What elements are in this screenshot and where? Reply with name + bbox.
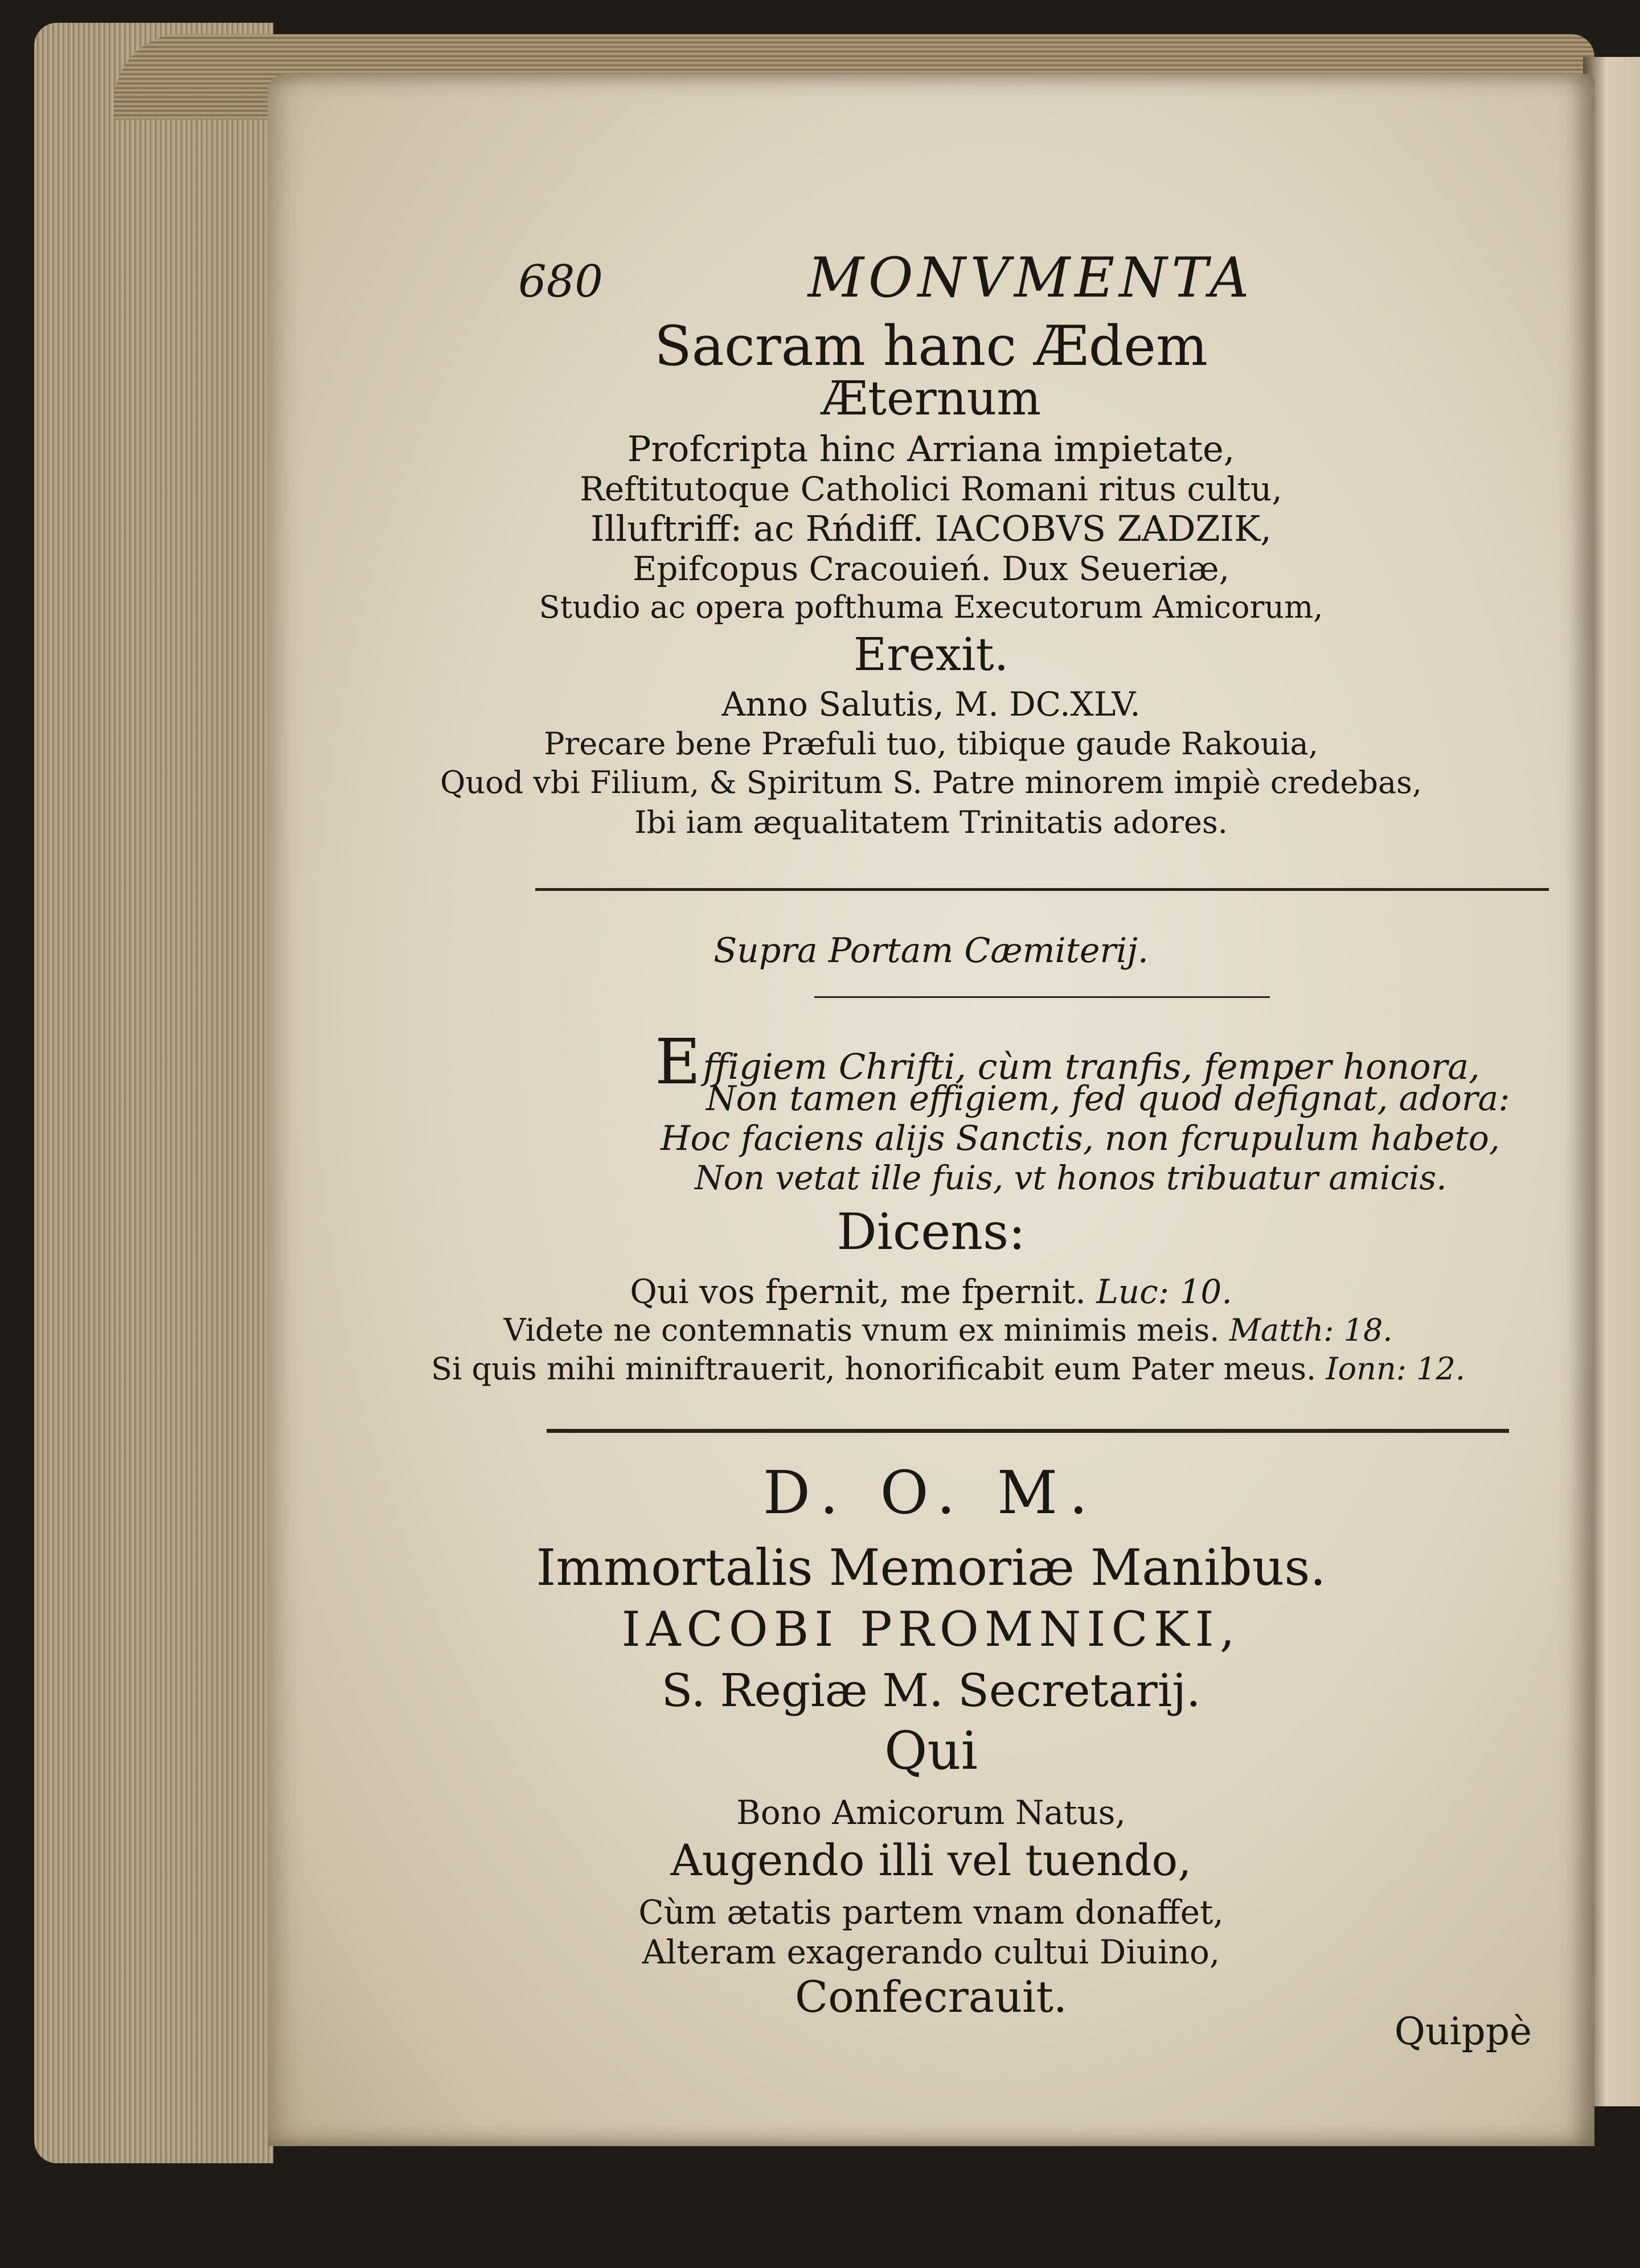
running-title: MONVMENTA xyxy=(807,246,1254,310)
divider-rule xyxy=(547,1429,1509,1433)
inscription-3-line: Qui xyxy=(884,1720,978,1781)
divider-rule xyxy=(535,888,1549,891)
drop-cap: E xyxy=(655,1025,701,1098)
quote-line xyxy=(268,1312,1594,1348)
inscription-1-line: Reftitutoque Catholici Romani ritus cultu, xyxy=(580,470,1282,508)
book-fore-edge xyxy=(34,23,273,2163)
quote-text: Qui vos fpernit, me fpernit. xyxy=(630,1272,1086,1311)
inscription-1-line: Precare bene Præfuli tuo, tibique gaude Rakouia, xyxy=(544,726,1318,762)
verse-line-3: Hoc faciens alijs Sanctis, non fcrupulum habeto, xyxy=(661,1119,1500,1158)
inscription-3-line: Cùm ætatis partem vnam donaffet, xyxy=(638,1893,1224,1932)
quote-reference: Matth: 18. xyxy=(1229,1312,1393,1348)
heading-underline xyxy=(814,996,1270,998)
inscription-1-line: Illuftriff: ac Rńdiff. IACOBVS ZADZIK, xyxy=(590,508,1272,549)
inscription-1-line: Epifcopus Cracouień. Dux Seueriæ, xyxy=(632,549,1230,588)
inscription-3-line: Immortalis Memoriæ Manibus. xyxy=(536,1538,1326,1597)
inscription-1-line: Æternum xyxy=(821,372,1042,426)
quote-line xyxy=(268,1272,1594,1311)
inscription-1-line: Quod vbi Filium, & Spiritum S. Patre minorem impiè credebas, xyxy=(440,765,1422,800)
page-content xyxy=(268,74,1594,2146)
inscription-3-line: Augendo illi vel tuendo, xyxy=(670,1835,1192,1885)
quote-text: Videte ne contemnatis vnum ex minimis meis. xyxy=(503,1312,1220,1348)
inscription-3-line: Alteram exagerando cultui Diuino, xyxy=(642,1933,1220,1971)
verse-text: ffigiem Chrifti, cùm tranfis, femper honora, xyxy=(703,1046,1480,1087)
inscription-1-line: Sacram hanc Ædem xyxy=(654,314,1208,378)
verse-line-4: Non vetat ille fuis, vt honos tribuatur amicis. xyxy=(695,1158,1447,1197)
page-number: 680 xyxy=(518,256,603,307)
quote-reference: Luc: 10. xyxy=(1096,1272,1232,1311)
dicens-heading: Dicens: xyxy=(837,1202,1026,1261)
inscription-3-line: Bono Amicorum Natus, xyxy=(736,1793,1126,1832)
inscription-1-line: Erexit. xyxy=(853,628,1009,681)
quote-text: Si quis mihi miniftrauerit, honorificabit eum Pater meus. xyxy=(431,1351,1317,1387)
inscription-3-line: D. O. M. xyxy=(762,1458,1100,1527)
inscription-3-line: S. Regiæ M. Secretarij. xyxy=(661,1664,1201,1717)
verse-line-2: Non tamen effigiem, fed quod defignat, adora: xyxy=(706,1079,1510,1119)
inscription-1-line: Profcripta hinc Arriana impietate, xyxy=(627,428,1235,470)
book-page xyxy=(268,74,1594,2146)
inscription-1-line: Studio ac opera pofthuma Executorum Amicorum, xyxy=(539,589,1323,625)
inscription-3-line: IACOBI PROMNICKI, xyxy=(621,1601,1241,1657)
quote-reference: Ionn: 12. xyxy=(1326,1351,1465,1387)
inscription-3-line: Confecrauit. xyxy=(794,1971,1068,2022)
quote-line xyxy=(268,1351,1594,1387)
section-heading: Supra Portam Cæmiterij. xyxy=(714,931,1149,971)
inscription-1-line: Ibi iam æqualitatem Trinitatis adores. xyxy=(634,804,1228,840)
inscription-1-line: Anno Salutis, M. DC.XLV. xyxy=(721,685,1141,724)
catchword: Quippè xyxy=(1394,2010,1532,2053)
